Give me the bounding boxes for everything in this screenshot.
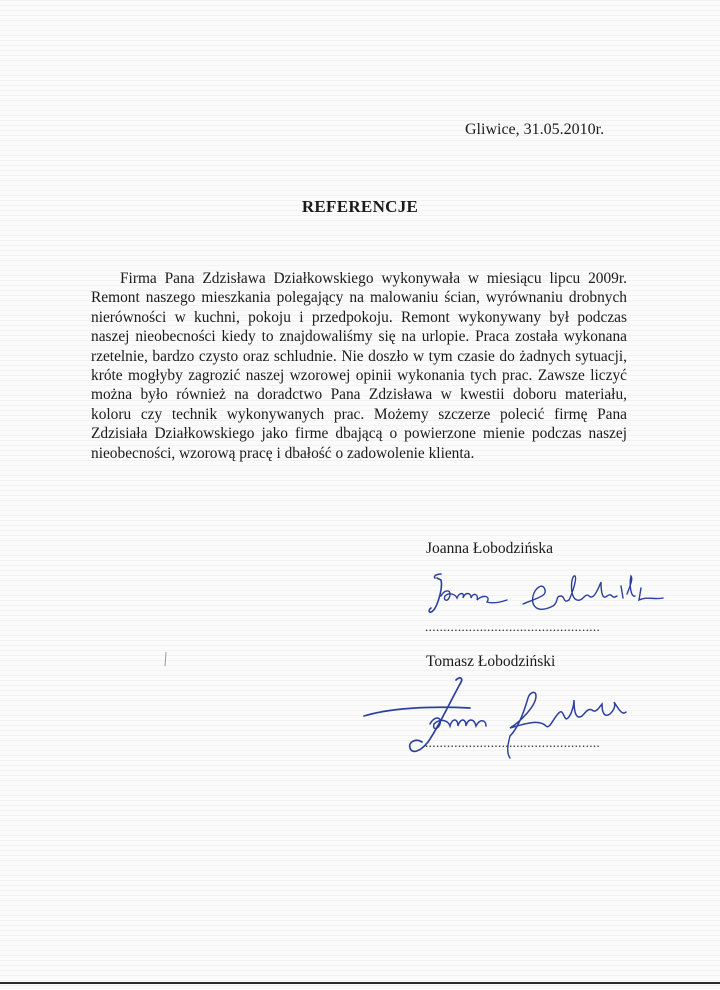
body-line: można było również na doradctwo Pana Zdzisława w kwestii doboru materiału, [91,386,627,404]
letter-body [91,269,627,463]
signature-line-tomasz: ................................................ [425,735,601,750]
signature-line-joanna: ................................................ [425,619,601,634]
body-line: króte mogłyby zagrozić naszej wzorowej opinii wykonania tych prac. Zawsze liczyć [91,367,627,385]
letter-title: REFERENCJE [301,197,419,216]
body-line: naszej nieobecności kiedy to znajdowaliśmy się na urlopie. Praca została wykonana [91,328,627,346]
scan-bottom-edge [0,982,720,984]
body-line: koloru czy technik wykonywanych prac. Możemy szczerze polecić firmę Pana [91,405,627,423]
body-line: Zdzisiała Działkowskiego jako firme dbającą o powierzone mienie podczas naszej [91,425,627,443]
body-line: rzetelnie, bardzo czysto oraz schludnie. Nie doszło w tym czasie do żadnych sytuacji, [91,347,627,365]
stray-pen-mark [164,652,167,666]
body-line: Firma Pana Zdzisława Działkowskiego wykonywała w miesiącu lipcu 2009r. [120,270,627,287]
body-line: Remont naszego mieszkania polegający na malowaniu ścian, wyrównaniu drobnych [91,289,627,307]
signer-name-joanna: Joanna Łobodzińska [426,540,553,557]
signature-joanna [427,566,677,626]
letter-date: Gliwice, 31.05.2010r. [465,121,605,138]
body-line: nierówności w kuchni, pokoju i przedpokoju. Remont wykonywany był podczas [91,308,627,326]
body-line: nieobecności, wzorową pracę i dbałość o zadowolenie klienta. [91,444,475,462]
signature-joanna-lettering: Joanna Łobodzińska [427,566,436,567]
signer-name-tomasz: Tomasz Łobodziński [426,653,556,670]
signature-tomasz-lettering: Tomasz Łobodziński [360,672,369,673]
